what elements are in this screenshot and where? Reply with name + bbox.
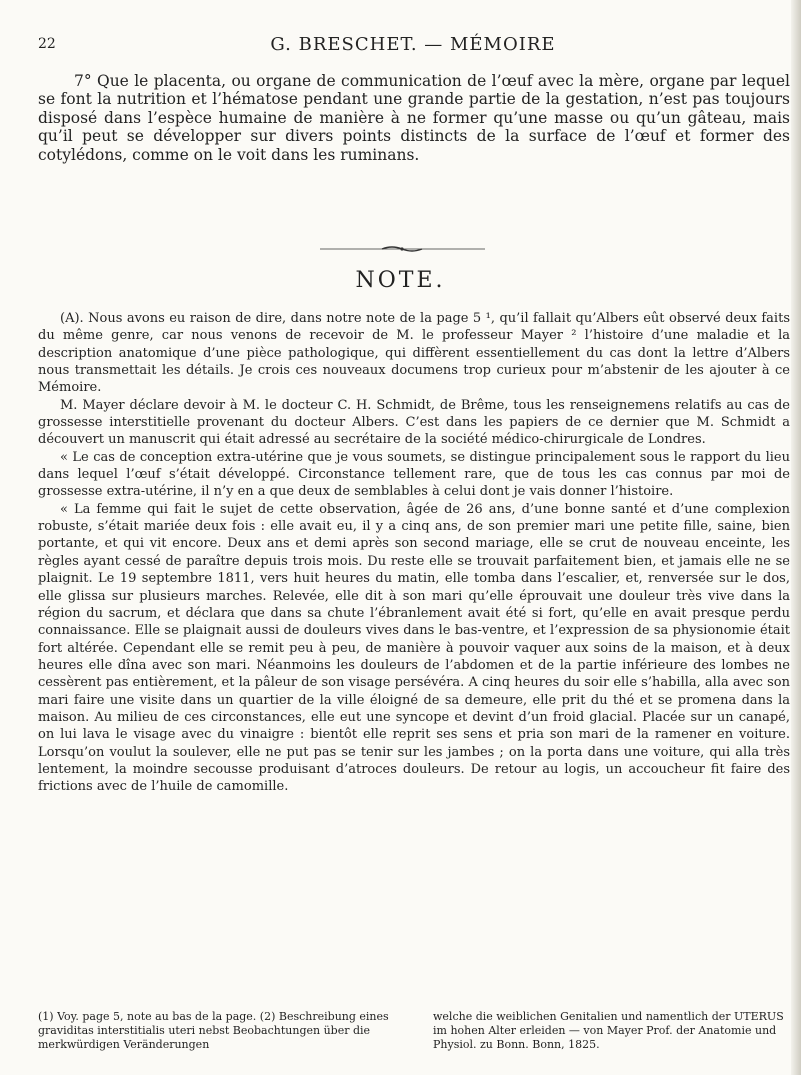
footnote-right: welche die weiblichen Genitalien und namentlich der UTERUS im hohen Alter erleiden — von Mayer Prof. der Anatomie und Physiol. zu Bonn. Bonn, 1825. <box>433 1010 784 1051</box>
footnote-left: (1) Voy. page 5, note au bas de la page. (2) Beschreibung eines graviditas interstitialis uteri nebst Beobachtungen über die merkwürdigen Veränderungen <box>38 1010 389 1051</box>
note-title: NOTE. <box>355 268 446 293</box>
note-paragraph: (A). Nous avons eu raison de dire, dans notre note de la page 5 ¹, qu’il fallait qu’Albers eût observé deux faits du même genre, car nous venons de recevoir de M. le professeur Mayer ² l’histoire d’une maladie et la description anatomique d’une pièce pathologique, qui diffèrent essentiellement du cas dont la lettre d’Albers nous transmettait les détails. Je crois ces nouveaux documens trop curieux pour m’abstenir de les ajouter à ce Mémoire. <box>38 311 790 396</box>
note-paragraph: « Le cas de conception extra-utérine que je vous soumets, se distingue principalement sous le rapport du lieu dans lequel l’œuf s’était développé. Circonstance tellement rare, que de tous les cas connus par moi de grossesse extra-utérine, il n’y en a que deux de semblables à celui dont je vais donner l’histoire. <box>38 449 790 500</box>
running-title: G. BRESCHET. — MÉMOIRE <box>270 34 556 55</box>
ornamental-divider <box>320 245 485 253</box>
intro-paragraph: 7° Que le placenta, ou organe de communication de l’œuf avec la mère, organe par lequel se font la nutrition et l’hématose pendant une grande partie de la gestation, n’est pas toujours disposé dans l’espèce humaine de manière à ne former qu’une masse ou qu’un gâteau, mais qu’il peut se développer sur divers points distincts de la surface de l’œuf et former des cotylédons, comme on le voit dans les ruminans. <box>38 72 790 164</box>
note-section <box>38 310 790 796</box>
page-header <box>38 34 788 60</box>
intro-section <box>38 72 790 164</box>
note-paragraph: « La femme qui fait le sujet de cette observation, âgée de 26 ans, d’une bonne santé et d’une complexion robuste, s’était mariée deux fois : elle avait eu, il y a cinq ans, de son premier mari une petite fille, saine, bien portante, et qui vit encore. Deux ans et demi après son second mariage, elle se crut de nouveau enceinte, les règles ayant cessé de paraître depuis trois mois. Du reste elle se trouvait parfaitement bien, et jamais elle ne se plaignit. Le 19 septembre 1811, vers huit heures du matin, elle tomba dans l’escalier, et, renversée sur le dos, elle glissa sur plusieurs marches. Relevée, elle dit à son mari qu’elle éprouvait une douleur très vive dans la région du sacrum, et déclara que dans sa chute l’ébranlement avait été si fort, qu’elle en avait presque perdu connaissance. Elle se plaignait aussi de douleurs vives dans le bas-ventre, et l’expression de sa physionomie était fort altérée. Cependant elle se remit peu à peu, de manière à pouvoir vaquer aux soins de la maison, et à deux heures elle dîna avec son mari. Néanmoins les douleurs de l’abdomen et de la partie inférieure des lombes ne cessèrent pas entièrement, et la pâleur de son visage persévéra. A cinq heures du soir elle s’habilla, alla avec son mari faire une visite dans un quartier de la ville éloigné de sa demeure, elle prit du thé et se promena dans la maison. Au milieu de ces circonstances, elle eut une syncope et devint d’un froid glacial. Placée sur un canapé, on lui lava le visage avec du vinaigre : bientôt elle reprit ses sens et pria son mari de la ramener en voiture. Lorsqu’on voulut la soulever, elle ne put pas se tenir sur les jambes ; on la porta dans une voiture, qui alla très lentement, la moindre secousse produisant d’atroces douleurs. De retour au logis, un accoucheur fit faire des frictions avec de l’huile de camomille. <box>38 501 790 795</box>
page-number: 22 <box>38 36 56 52</box>
note-paragraph: M. Mayer déclare devoir à M. le docteur C. H. Schmidt, de Brême, tous les renseignemens relatifs au cas de grossesse interstitielle provenant du docteur Albers. C’est dans les papiers de ce dernier que M. Schmidt a découvert un manuscrit qui était adressé au secrétaire de la société médico-chirurgicale de Londres. <box>38 397 790 448</box>
page-edge <box>791 0 801 1075</box>
